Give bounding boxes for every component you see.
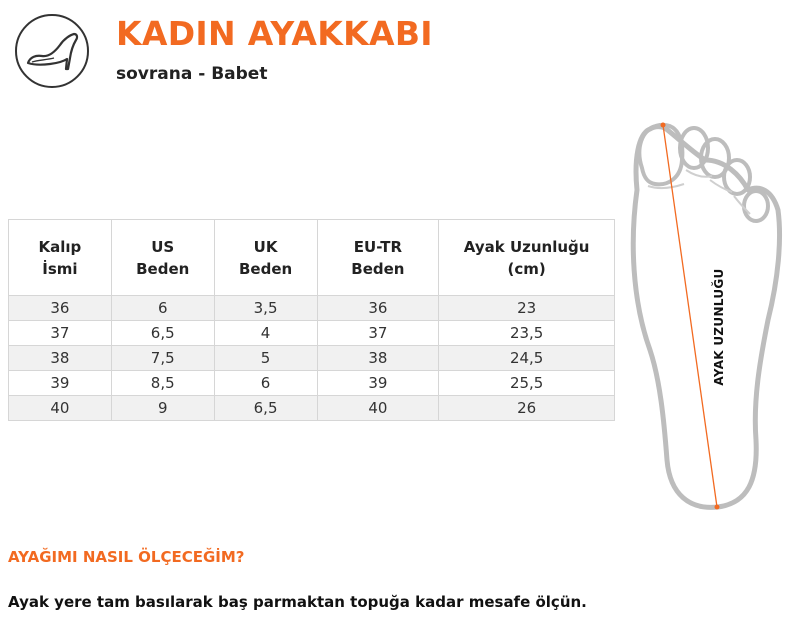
table-cell: 9 [111, 396, 214, 421]
foot-length-measure-line [663, 125, 717, 507]
table-cell: 25,5 [439, 371, 615, 396]
table-row [9, 321, 615, 346]
table-cell: 38 [317, 346, 439, 371]
column-header-eu-tr-size: EU-TR Beden [317, 220, 439, 296]
table-cell: 6 [214, 371, 317, 396]
table-cell: 39 [317, 371, 439, 396]
measure-end-dot [715, 505, 720, 510]
table-cell: 5 [214, 346, 317, 371]
table-cell: 3,5 [214, 296, 317, 321]
table-cell: 40 [317, 396, 439, 421]
table-cell: 26 [439, 396, 615, 421]
foot-outline-icon [628, 118, 788, 518]
table-cell: 8,5 [111, 371, 214, 396]
big-toe-outline [639, 125, 682, 184]
table-cell: 36 [9, 296, 112, 321]
table-cell: 24,5 [439, 346, 615, 371]
table-row [9, 371, 615, 396]
table-cell: 37 [317, 321, 439, 346]
table-cell: 23 [439, 296, 615, 321]
column-header-uk-size: UK Beden [214, 220, 317, 296]
table-row [9, 396, 615, 421]
product-subtitle: sovrana - Babet [116, 64, 268, 84]
table-cell: 6 [111, 296, 214, 321]
table-row [9, 346, 615, 371]
table-cell: 6,5 [214, 396, 317, 421]
table-cell: 6,5 [111, 321, 214, 346]
table-cell: 23,5 [439, 321, 615, 346]
column-header-pattern-name: Kalıp İsmi [9, 220, 112, 296]
table-row [9, 296, 615, 321]
page-title: KADIN AYAKKABI [116, 14, 433, 53]
table-cell: 38 [9, 346, 112, 371]
table-cell: 37 [9, 321, 112, 346]
table-cell: 36 [317, 296, 439, 321]
table-header-row [9, 220, 615, 296]
measure-start-dot [661, 123, 666, 128]
high-heel-shoe-icon [24, 31, 80, 71]
little-toe-outline [744, 191, 768, 221]
table-cell: 7,5 [111, 346, 214, 371]
howto-instruction: Ayak yere tam basılarak baş parmaktan topuğa kadar mesafe ölçün. [8, 593, 587, 611]
howto-heading: AYAĞIMI NASIL ÖLÇECEĞİM? [8, 548, 245, 566]
table-cell: 40 [9, 396, 112, 421]
size-chart-table [8, 219, 615, 421]
shoe-logo [15, 14, 89, 88]
column-header-foot-length: Ayak Uzunluğu (cm) [439, 220, 615, 296]
table-cell: 39 [9, 371, 112, 396]
foot-length-label: AYAK UZUNLUĞU [712, 268, 726, 386]
table-cell: 4 [214, 321, 317, 346]
column-header-us-size: US Beden [111, 220, 214, 296]
